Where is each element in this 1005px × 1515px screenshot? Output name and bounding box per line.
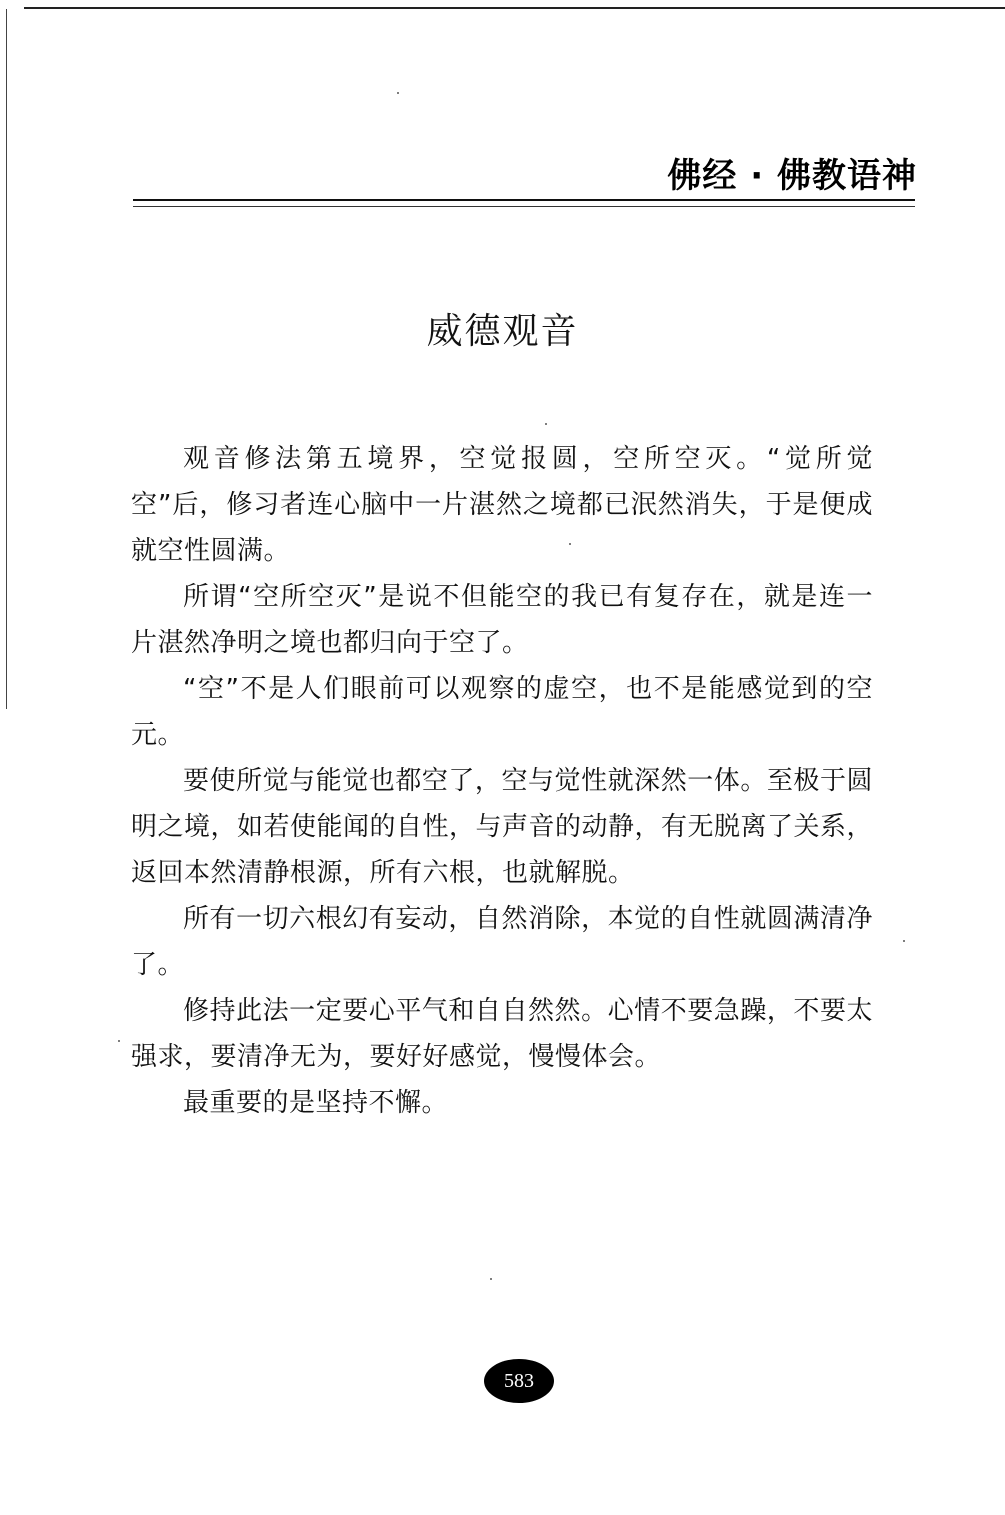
paragraph: 观音修法第五境界，空觉报圆，空所空灭。“觉所觉空”后，修习者连心脑中一片湛然之境都已泯然消失，于是便成就空性圆满。 [131,444,873,566]
scan-speck [569,543,571,545]
article-body [131,436,873,1126]
scan-speck [545,423,547,425]
paragraph: 要使所觉与能觉也都空了，空与觉性就深然一体。至极于圆明之境，如若使能闻的自性，与声音的动静，有无脱离了关系，返回本然清静根源，所有六根，也就解脱。 [131,766,874,888]
paragraph: “空”不是人们眼前可以观察的虚空，也不是能感觉到的空元。 [131,674,873,750]
page-number: 583 [504,1369,534,1392]
article-title: 威德观音 [426,311,579,352]
paragraph: 修持此法一定要心平气和自自然然。心情不要急躁，不要太强求，要清净无为，要好好感觉，慢慢体会。 [131,996,873,1072]
paragraph: 最重要的是坚持不懈。 [183,1088,449,1118]
running-header-title: 佛经 · 佛教语神 [667,156,917,196]
scan-speck [903,940,905,942]
header-rule-thick [133,199,915,201]
scan-speck [490,1278,492,1280]
scan-speck [397,92,399,94]
header-rule-thin [133,206,915,207]
left-page-edge [6,9,7,709]
paragraph: 所有一切六根幻有妄动，自然消除，本觉的自性就圆满清净了。 [131,904,873,980]
top-border-rule [24,7,1005,9]
paragraph: 所谓“空所空灭”是说不但能空的我已有复存在，就是连一片湛然净明之境也都归向于空了。 [131,582,873,658]
page-number-badge [484,1359,554,1403]
scan-speck [118,1040,120,1042]
